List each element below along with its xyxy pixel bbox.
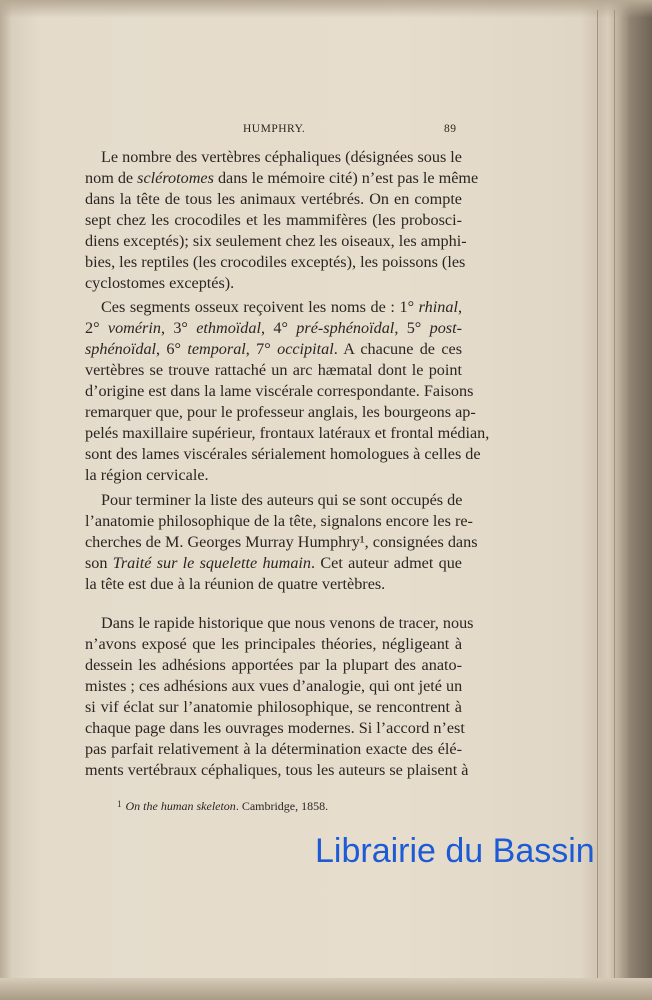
text-line (85, 402, 476, 423)
italic-text: sphénoïdal (85, 340, 157, 358)
italic-text: vomérin (107, 319, 161, 337)
text-line (85, 718, 465, 739)
text-line (85, 634, 462, 655)
text-line (85, 168, 479, 189)
paragraph (85, 147, 479, 294)
italic-text: post- (429, 319, 462, 337)
footnote-marker: 1 (117, 799, 122, 809)
text-segment: sept chez les crocodiles et les mammifères (les probosci- (85, 211, 462, 229)
text-segment: dans le mémoire cité) n’est pas le même (213, 169, 479, 187)
running-title: HUMPHRY. (243, 123, 306, 135)
text-line (85, 444, 481, 465)
italic-text: pré-sphénoïdal (296, 319, 395, 337)
text-line (85, 339, 462, 360)
text-segment: , (457, 298, 462, 316)
text-segment: cherches de M. Georges Murray Humphry¹, consignées dans (85, 533, 478, 551)
text-line (85, 574, 462, 595)
text-segment: 2° (85, 319, 108, 337)
page-top-shadow (0, 0, 652, 18)
text-segment: Pour terminer la liste des auteurs qui se sont occupés de (101, 491, 463, 509)
page-edge (597, 10, 598, 985)
paragraph (85, 613, 474, 781)
text-segment: , 7° (245, 340, 278, 358)
text-segment: Dans le rapide historique que nous venons de tracer, nous (101, 614, 474, 632)
text-segment: , 5° (394, 319, 430, 337)
text-segment: n’avons exposé que les principales théories, négligeant à (85, 635, 462, 653)
text-segment: mistes ; ces adhésions aux vues d’analogie, qui ont jeté un (85, 677, 463, 695)
paragraph (85, 297, 490, 486)
text-line (85, 297, 462, 318)
text-line (85, 210, 462, 231)
text-line (85, 490, 462, 511)
text-line (85, 613, 474, 634)
text-segment: . A chacune de ces (333, 340, 462, 358)
text-segment: sont des lames viscérales sérialement homologues à celles de (85, 445, 481, 463)
text-segment: cyclostomes exceptés). (85, 274, 235, 292)
text-line (85, 465, 462, 486)
text-line (85, 189, 462, 210)
footnote-text: . Cambridge, 1858. (235, 799, 329, 813)
text-line (85, 655, 462, 676)
text-segment: dessein les adhésions apportées par la plupart des anato- (85, 656, 462, 674)
text-line (85, 423, 490, 444)
italic-text: rhinal (418, 298, 458, 316)
text-line (85, 532, 478, 553)
italic-text: occipital (277, 340, 334, 358)
text-segment: , 3° (160, 319, 197, 337)
text-line (85, 360, 462, 381)
page-number: 89 (444, 123, 457, 135)
text-line (85, 676, 462, 697)
text-segment: . Cet auteur admet que (311, 554, 462, 572)
text-segment: ments vertébraux céphaliques, tous les auteurs se plaisent à (85, 761, 469, 779)
footnote-title: On the human skeleton (125, 799, 236, 813)
text-line (85, 273, 462, 294)
text-segment: si vif éclat sur l’anatomie philosophique, se rencontrent à (85, 698, 462, 716)
text-line (85, 760, 469, 781)
text-segment: d’origine est dans la lame viscérale correspondante. Faisons (85, 382, 474, 400)
text-segment: chaque page dans les ouvrages modernes. Si l’accord n’est (85, 719, 465, 737)
text-segment: la région cervicale. (85, 466, 209, 484)
text-segment: dans la tête de tous les animaux vertébrés. On en compte (85, 190, 462, 208)
text-line (85, 553, 462, 574)
text-line (85, 697, 462, 718)
text-line (85, 511, 473, 532)
text-segment: Ces segments osseux reçoivent les noms de : 1° (101, 298, 419, 316)
text-segment: pas parfait relativement à la détermination exacte des élé- (85, 740, 462, 758)
text-segment: remarquer que, pour le professeur anglais, les bourgeons ap- (85, 403, 476, 421)
italic-text: ethmoïdal (196, 319, 261, 337)
text-line (85, 252, 466, 273)
text-segment: l’anatomie philosophique de la tête, signalons encore les re- (85, 512, 473, 530)
page-edge (614, 10, 615, 985)
footnote (117, 799, 328, 814)
text-line (85, 381, 474, 402)
italic-text: temporal (187, 340, 246, 358)
text-line (85, 231, 467, 252)
text-line (85, 147, 462, 168)
text-segment: pelés maxillaire supérieur, frontaux latéraux et frontal médian, (85, 424, 490, 442)
text-segment: son (85, 554, 113, 572)
italic-text: Traité sur le squelette humain (112, 554, 312, 572)
paragraph (85, 490, 478, 595)
text-segment: nom de (85, 169, 138, 187)
text-segment: vertèbres se trouve rattaché un arc hæmatal dont le point (85, 361, 462, 379)
text-line (85, 739, 462, 760)
text-segment: Le nombre des vertèbres céphaliques (désignées sous le (101, 148, 462, 166)
text-line (85, 318, 462, 339)
watermark: Librairie du Bassin (315, 832, 595, 870)
text-segment: bies, les reptiles (les crocodiles exceptés), les poissons (les (85, 253, 466, 271)
text-segment: , 4° (261, 319, 297, 337)
page-edge (626, 10, 627, 985)
text-segment: , 6° (156, 340, 188, 358)
text-segment: la tête est due à la réunion de quatre vertèbres. (85, 575, 386, 593)
page-bottom-edge (0, 978, 652, 1000)
italic-text: sclérotomes (137, 169, 214, 187)
text-segment: diens exceptés); six seulement chez les oiseaux, les amphi- (85, 232, 467, 250)
